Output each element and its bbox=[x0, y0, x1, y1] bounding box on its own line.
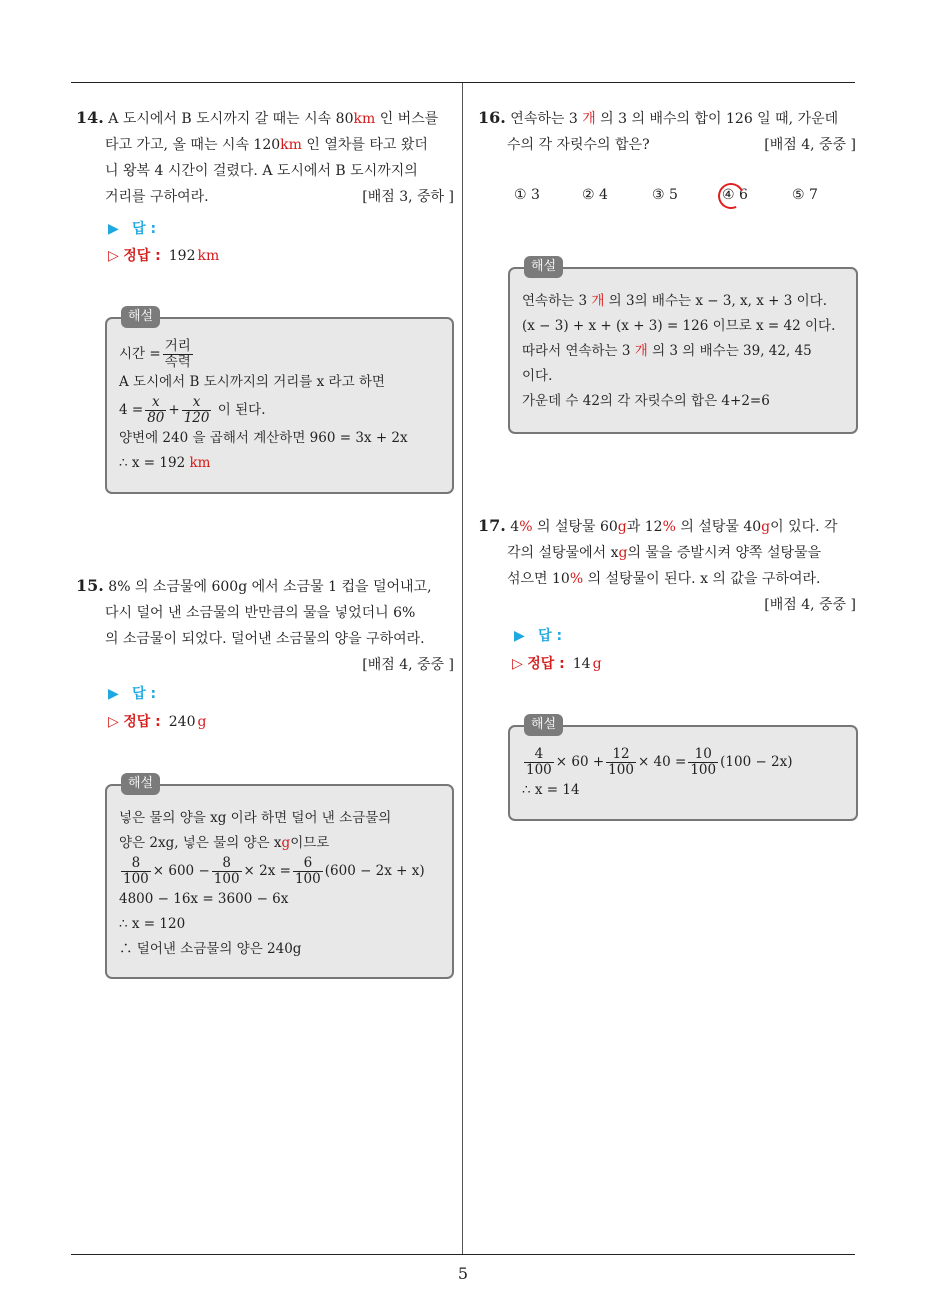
explanation-tag: 해설 bbox=[121, 306, 160, 328]
fraction: $\frac{8}{100}$ bbox=[123, 855, 149, 887]
correct-answer-row: ▷ 정답 : 240 g bbox=[108, 714, 207, 730]
fraction: $\frac{\text{거리}}{\text{속력}}$ bbox=[164, 338, 191, 370]
correct-answer-row: ▷ 정답 : 192 km bbox=[108, 248, 220, 264]
explanation-box-16: 해설 연속하는 3 개 의 3의 배수는 x − 3, x, x + 3 이다. (x − 3) + x + (x + 3) = 126 이므로 x = 42 이다. 따라서 연속하는 3 개 의 3 의 배수는 39, 42, 45 이다. 가운데 수 42의 각 자릿수의 합은 4+2=6 bbox=[508, 267, 858, 434]
fraction: $\frac{x}{120}$ bbox=[183, 394, 210, 426]
choice-4-selected[interactable]: ④ 6 bbox=[722, 187, 748, 203]
question-17: 17. 4% 의 설탕물 60g과 12% 의 설탕물 40g이 있다. 각 각의 설탕물에서 xg의 물을 증발시켜 양쪽 설탕물을 섞으면 10% 의 설탕물이 된다. x 의 값을 구하여라. [배점 4, 중중 ] bbox=[478, 513, 856, 618]
bottom-rule bbox=[71, 1254, 855, 1255]
play-icon: ▶ bbox=[108, 686, 119, 702]
question-15: 15. 8% 의 소금물에 600g 에서 소금물 1 컵을 덜어내고, 다시 덜어 낸 소금물의 반만큼의 물을 넣었더니 6% 의 소금물이 되었다. 덜어낸 소금물의 양을 구하여라. [배점 4, 중중 ] bbox=[76, 573, 454, 678]
explanation-box-15: 해설 넣은 물의 양을 xg 이라 하면 덜어 낸 소금물의 양은 2xg, 넣은 물의 양은 xg이므로 $\frac{8}{100}$ × 600 − $\frac{8}{100}$ × 2x = $\frac{6}{100}$ (600 − 2x + x) 4800 − 16x = 3600 − 6x ∴ x = 120 ∴ 덜어낸 소금물의 양은 240g bbox=[105, 784, 454, 979]
fraction: $\frac{10}{100}$ bbox=[690, 746, 717, 778]
answer-row[interactable]: ▶ 답 : bbox=[514, 628, 563, 644]
fraction: $\frac{8}{100}$ bbox=[213, 855, 240, 887]
question-14: 14. A 도시에서 B 도시까지 갈 때는 시속 80km 인 버스를 타고 가고, 올 때는 시속 120km 인 열차를 타고 왔더 니 왕복 4 시간이 걸렸다. A 도시에서 B 도시까지의 거리를 구하여라. [배점 3, 중하 ] bbox=[76, 105, 454, 210]
fraction: $\frac{4}{100}$ bbox=[526, 746, 552, 778]
choice-5[interactable]: ⑤ 7 bbox=[792, 187, 818, 203]
question-number: 17. bbox=[478, 516, 506, 535]
score-label: [배점 4, 중중 ] bbox=[764, 137, 856, 153]
correct-answer-row: ▷ 정답 : 14 g bbox=[512, 656, 602, 672]
play-icon: ▶ bbox=[514, 628, 525, 644]
score-label: [배점 4, 중중 ] bbox=[362, 657, 454, 673]
choice-2[interactable]: ② 4 bbox=[582, 187, 608, 203]
question-number: 14. bbox=[76, 108, 104, 127]
top-rule bbox=[71, 82, 855, 83]
explanation-box-14: 해설 시간 = $\frac{\text{거리}}{\text{속력}}$ A 도시에서 B 도시까지의 거리를 x 라고 하면 4 = $\frac{x}{80}$ + $\frac{x}{120}$ 이 된다. 양변에 240 을 곱해서 계산하면 960 = 3x + 2x ∴ x = 192 km bbox=[105, 317, 454, 494]
fraction: $\frac{12}{100}$ bbox=[608, 746, 634, 778]
triangle-outline-icon: ▷ bbox=[108, 714, 119, 730]
explanation-tag: 해설 bbox=[121, 773, 160, 795]
score-label: [배점 3, 중하 ] bbox=[362, 189, 454, 205]
answer-row[interactable]: ▶ 답 : bbox=[108, 686, 157, 702]
fraction: $\frac{x}{80}$ bbox=[147, 394, 165, 426]
triangle-outline-icon: ▷ bbox=[108, 248, 119, 264]
column-divider bbox=[462, 83, 463, 1255]
triangle-outline-icon: ▷ bbox=[512, 656, 523, 672]
explanation-box-17: 해설 $\frac{4}{100}$ × 60 + $\frac{12}{100}$ × 40 = $\frac{10}{100}$ (100 − 2x) ∴ x = 14 bbox=[508, 725, 858, 821]
page-number: 5 bbox=[457, 1264, 469, 1283]
explanation-tag: 해설 bbox=[524, 256, 563, 278]
question-number: 16. bbox=[478, 108, 506, 127]
choice-1[interactable]: ① 3 bbox=[514, 187, 540, 203]
fraction: $\frac{6}{100}$ bbox=[294, 855, 321, 887]
answer-row[interactable]: ▶ 답 : bbox=[108, 221, 157, 237]
question-16: 16. 연속하는 3 개 의 3 의 배수의 합이 126 일 때, 가운데 수의 각 자릿수의 합은? [배점 4, 중중 ] bbox=[478, 105, 856, 158]
choice-list bbox=[514, 187, 854, 211]
choice-3[interactable]: ③ 5 bbox=[652, 187, 678, 203]
play-icon: ▶ bbox=[108, 221, 119, 237]
selected-circle-icon bbox=[714, 179, 747, 212]
explanation-tag: 해설 bbox=[524, 714, 563, 736]
score-label: [배점 4, 중중 ] bbox=[764, 597, 856, 613]
question-number: 15. bbox=[76, 576, 104, 595]
